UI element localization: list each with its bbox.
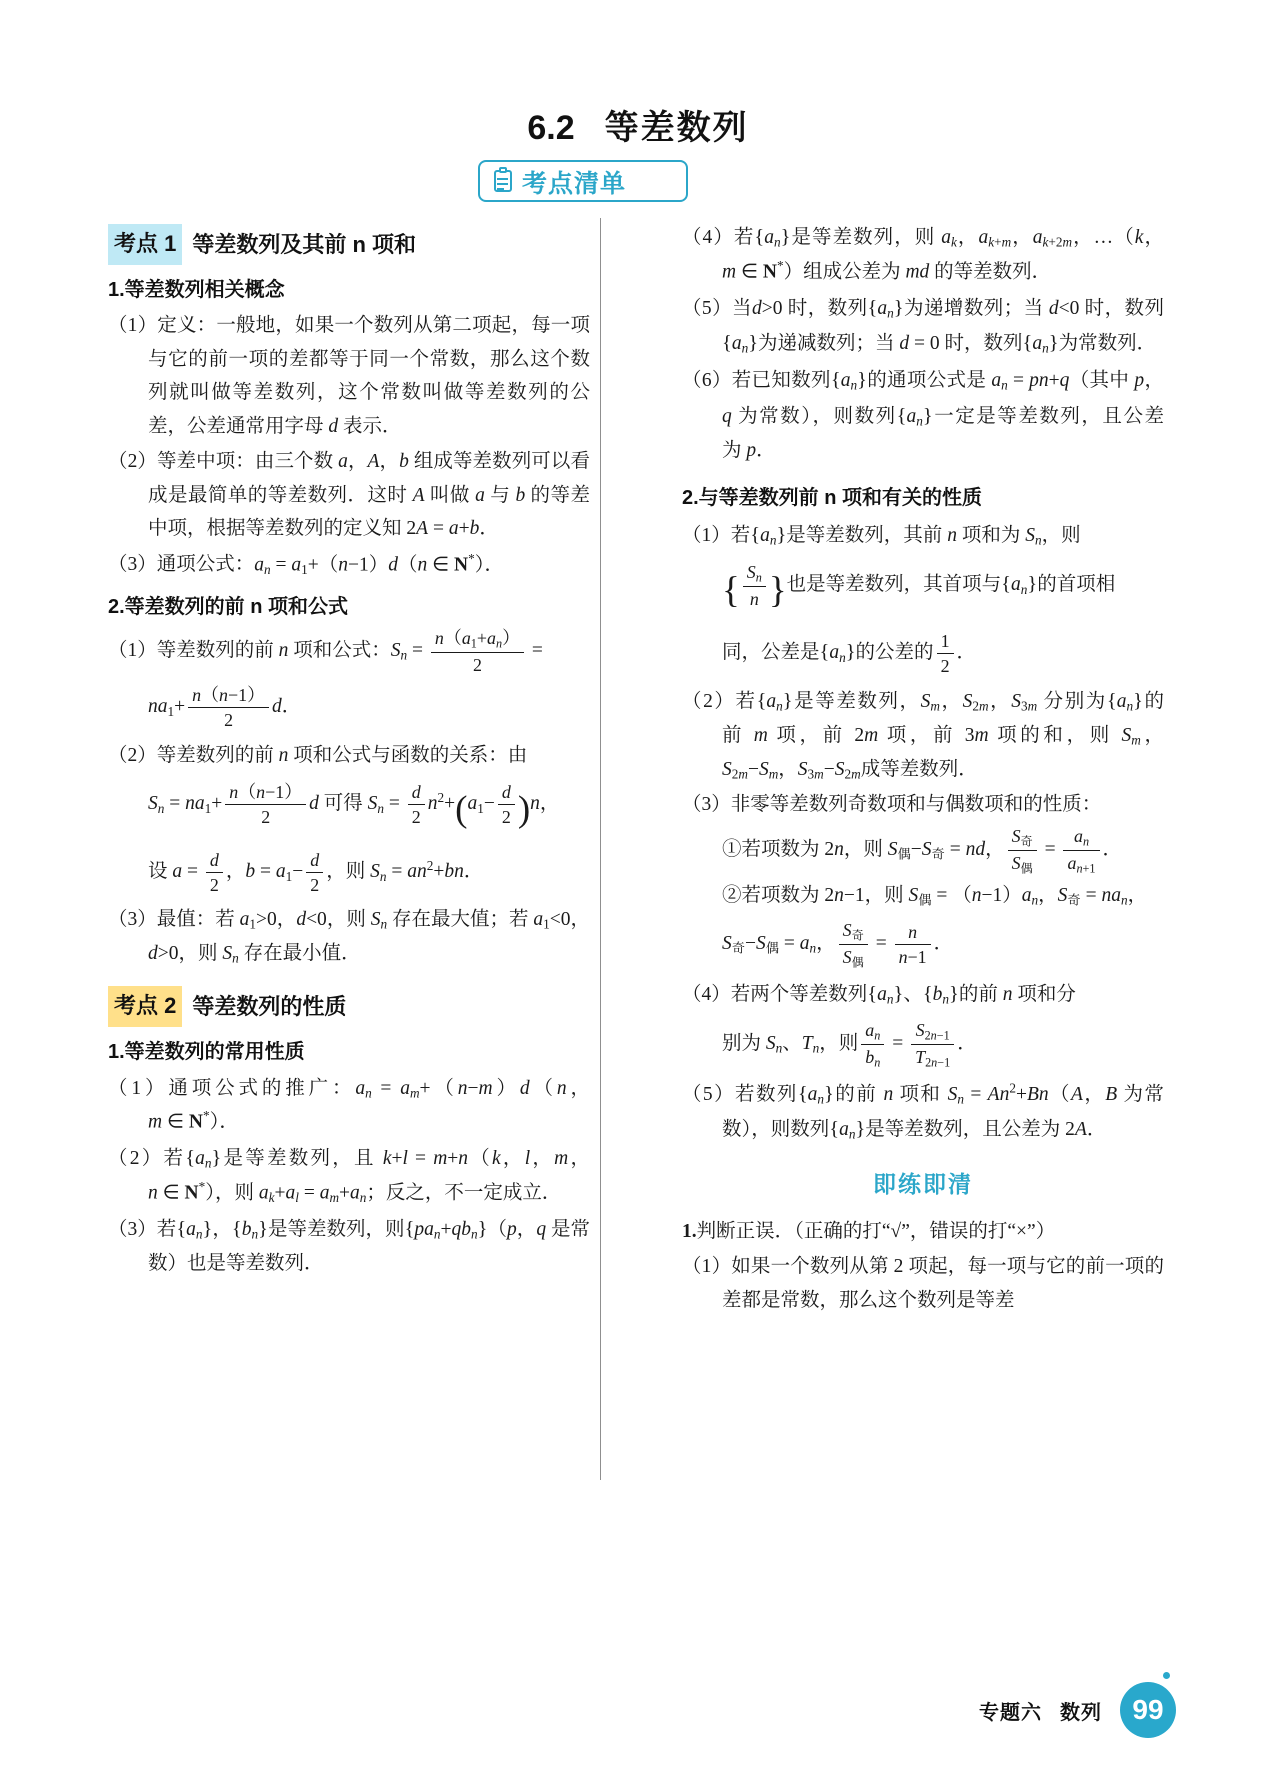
page-number [1120, 1682, 1176, 1738]
paragraph-index-sum: （2）若$\{a_n\}$是等差数列，且 k+l = m+n（k，l，m，n ∈ N*），则 $a_k+a_l = a_m+a_n$；反之，不一定成立． [108, 1146, 590, 1206]
exercise-1-number: 1. [682, 1220, 697, 1242]
left-sub-heading-1: 1.等差数列相关概念 [108, 278, 285, 301]
kaodian-1-heading [108, 224, 590, 265]
right-sub-heading-1: 2.与等差数列前 n 项和有关的性质 [682, 487, 983, 510]
paragraph-sum-function-math2: 设 a = $\frac{d}{2}$ ，$b = a_1-$ $\frac{d}{2}$ ，则 $S_n = an^2+bn$． [148, 849, 484, 896]
exercise-1-1: （1）如果一个数列从第 2 项起，每一项与它的前一项的差都是常数，那么这个数列是等差 [682, 1256, 1164, 1311]
kaodian-1-badge: 考点 1 [108, 224, 182, 265]
paragraph-odd-even-2: ②若项数为 2n−1，则 $S_偶 = (n-1)a_n$，$S_奇 = na_n$， [722, 884, 1148, 908]
paragraph-extremum: （3）最值：若 $a_1>0$，d<0，则 $S_n$ 存在最大值；若 $a_1<0$，d>0，则 $S_n$ 存在最小值． [108, 909, 590, 966]
kaodian-1-title: 等差数列及其前 n 项和 [192, 231, 417, 257]
paragraph-odd-even-heading: （3）非零等差数列奇数项和与偶数项和的性质： [682, 794, 1102, 816]
paragraph-linear-general-term: （6）若已知数列$\{a_n\}$的通项公式是 $a_n = pn+q$（其中 p，q 为常数），则数列$\{a_n\}$一定是等差数列，且公差为 p． [682, 369, 1164, 461]
page-number-dot [1163, 1672, 1170, 1679]
paragraph-general-term: （3）通项公式：$a_n = a_1+(n-1)d(n$ ∈ N*）． [108, 550, 505, 577]
paragraph-sum-function: （2）等差数列的前 n 项和公式与函数的关系：由 [108, 744, 528, 766]
footer-topic: 专题六 [979, 1701, 1042, 1724]
kaodian-2-badge: 考点 2 [108, 986, 182, 1027]
paragraph-arith-mean: （2）等差中项：由三个数 a，A，b 组成等差数列可以看成是最简单的等差数列．这时 A 叫做 a 与 b 的等差中项，根据等差数列的定义知 2A = a+b． [108, 451, 590, 540]
page-footer [0, 1682, 1276, 1738]
column-divider [600, 218, 601, 1480]
paragraph-ratio-sums-cont: 别为 $S_n$、$T_n$，则 $\frac{a_n}{b_n}$ = $\frac{S_{2n-1}}{T_{2n-1}}$ ． [722, 1020, 977, 1070]
paragraph-monotonicity: （5）当d>0 时，数列$\{a_n\}$为递增数列；当 d<0 时，数列$\{a_n\}$为递减数列；当 d = 0 时，数列$\{a_n\}$为常数列． [682, 297, 1164, 356]
paragraph-definition: （1）定义：一般地，如果一个数列从第二项起，每一项与它的前一项的差都等于同一个常数，那么这个数列就叫做等差数列，这个常数叫做等差数列的公差，公差通常用字母 d 表示． [108, 315, 590, 437]
section-title: 等差数列 [604, 109, 749, 147]
paragraph-sn-over-n-math2: 同，公差是$\{a_n\}$的公差的 $\frac{1}{2}$ ． [722, 630, 977, 676]
banner-label: 考点清单 [522, 170, 627, 198]
clipboard-icon [492, 167, 514, 193]
paragraph-sn-over-n-math1: { $\frac{S_n}{n}$ }也是等差数列，其首项与$\{a_n\}$的首项相 [722, 562, 1116, 611]
right-column [682, 218, 1164, 1319]
paragraph-sn-over-n: （1）若$\{a_n\}$是等差数列，其前 n 项和为 $S_n$，则 [682, 523, 1081, 548]
paragraph-quadratic-sum: （5）若数列$\{a_n\}$的前 n 项和 $S_n = An^2+Bn(A$，B 为常数），则数列$\{a_n\}$是等差数列，且公差为 2A． [682, 1080, 1164, 1142]
paragraph-block-sums: （2）若$\{a_n\}$是等差数列，$S_m$，$S_{2m}$，$S_{3m}$ 分别为$\{a_n\}$的前 m 项，前 2m 项，前 3m 项的和，则 $S_m$，$S_{2m}-S_m$，$S_{3m}-S_{2m}$成等差数列． [682, 690, 1164, 782]
exercise-1: 1.判断正误．（正确的打“√”，错误的打“×”） [682, 1220, 1056, 1242]
paragraph-sum-formula: （1）等差数列的前 n 项和公式：$S_n$ = $\frac{n(a_1+a_n)}{2}$ = [108, 628, 543, 676]
page-title [0, 100, 1276, 149]
footer-chapter: 数列 [1060, 1701, 1102, 1724]
paragraph-general-term-ext: （1）通项公式的推广：$a_n = a_m+(n-m)d(n$，m ∈ N*）． [108, 1077, 590, 1133]
paragraph-sum-function-math1: $S_n = na_1+$ $\frac{n(n-1)}{2}$ d 可得 $S_n$ = $\frac{d}{2}$ $n^2+(a_1-$ $\frac{d}{2}$ )n， [148, 782, 560, 831]
section-number: 6.2 [527, 109, 575, 147]
page-number-value: 99 [1132, 1694, 1164, 1725]
left-column [108, 218, 590, 1283]
kaodian-2-title: 等差数列的性质 [192, 993, 347, 1019]
paragraph-odd-even-1: ①若项数为 2n，则 $S_偶-S_奇$ = nd， $\frac{S_奇}{S_偶}$ = $\frac{a_n}{a_{n+1}}$ ． [722, 825, 1123, 876]
paragraph-sum-formula-cont: $na_1+$ $\frac{n(n-1)}{2}$ d． [148, 685, 302, 731]
kaodian-qingdan-banner [478, 160, 688, 202]
paragraph-ratio-sums: （4）若两个等差数列$\{a_n\}$、$\{b_n\}$的前 n 项和分 [682, 982, 1076, 1007]
kaodian-2-heading [108, 986, 590, 1027]
left-sub-heading-2: 2.等差数列的前 n 项和公式 [108, 595, 349, 618]
paragraph-linear-combo: （3）若$\{a_n\}$，$\{b_n\}$是等差数列，则$\{pa_n+qb_n\}(p$，q 是常数）也是等差数列． [108, 1217, 590, 1275]
paragraph-subsequence: （4）若$\{a_n\}$是等差数列，则 $a_k$，$a_{k+m}$，$a_{k+2m}$，…（k，m ∈ N*）组成公差为 md 的等差数列． [682, 226, 1164, 283]
left-sub-heading-3: 1.等差数列的常用性质 [108, 1041, 305, 1064]
paragraph-odd-even-2-cont: $S_奇-S_偶 = a_n$， $\frac{S_奇}{S_偶}$ = $\frac{n}{n-1}$ ． [722, 920, 954, 970]
jilianjiqing-heading: 即练即清 [873, 1171, 973, 1198]
